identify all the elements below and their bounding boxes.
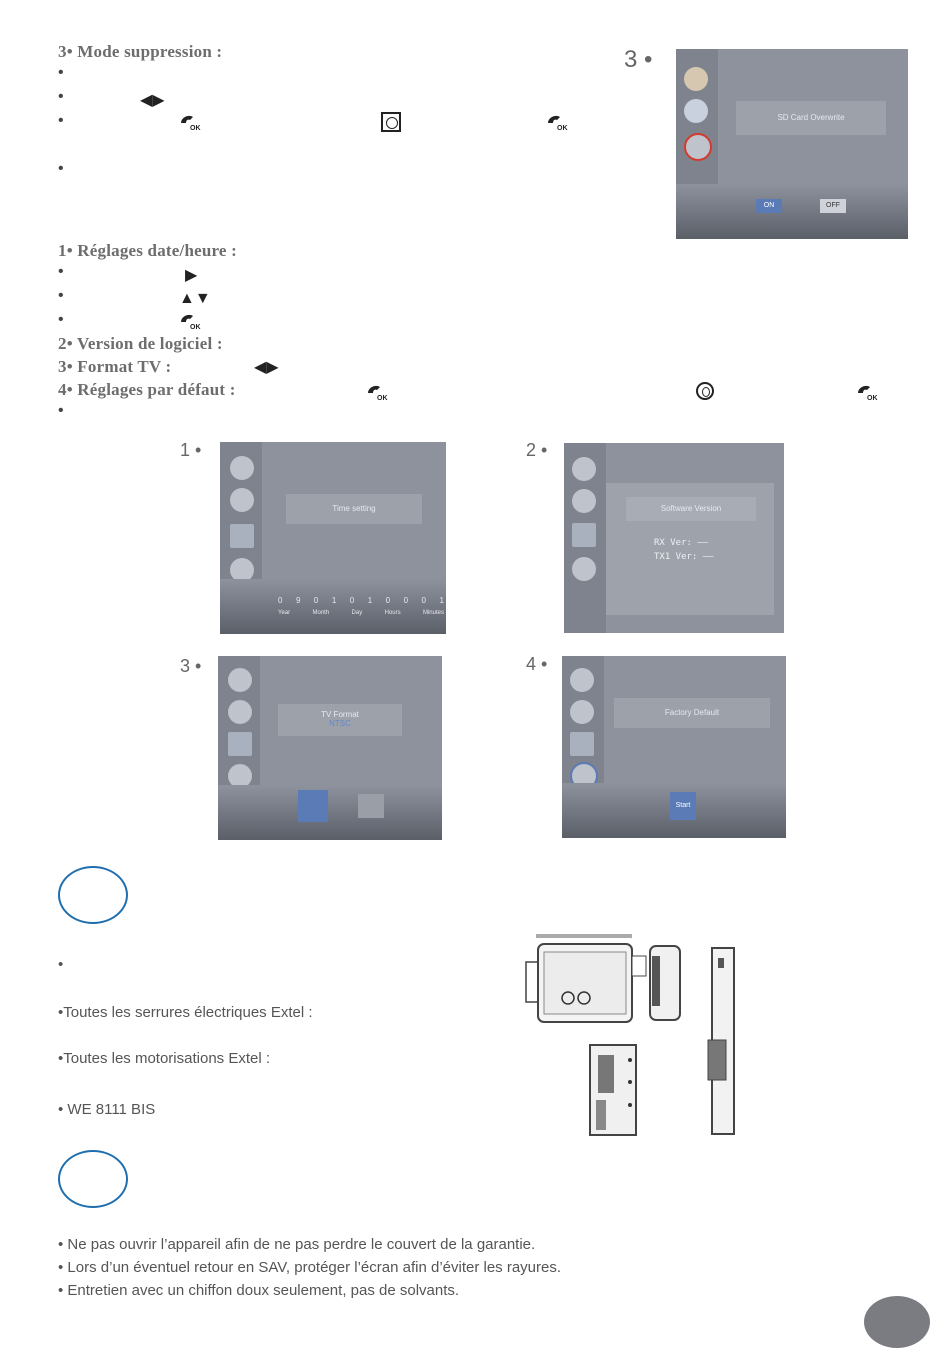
bullet: • <box>58 263 64 280</box>
field-label: Year <box>278 610 291 616</box>
figure-label: 2 • <box>526 440 548 460</box>
bullet: • <box>58 287 64 304</box>
figure-label: 3 • <box>624 46 653 73</box>
digit: 0 <box>403 596 409 605</box>
ntsc-option[interactable] <box>358 794 384 818</box>
heading-tv-format: 3• Format TV : <box>58 357 172 376</box>
bullet: • <box>58 88 64 105</box>
pal-option[interactable] <box>298 790 328 822</box>
phone-ok-icon <box>856 383 880 401</box>
round-button-icon <box>696 382 714 400</box>
bullet: • <box>58 160 64 177</box>
field-label: Day <box>351 610 363 616</box>
digit: 0 <box>421 596 426 605</box>
svg-text:OK: OK <box>557 125 568 131</box>
start-button[interactable]: Start <box>670 792 696 820</box>
screen-title: Software Version <box>626 497 756 521</box>
section-badge <box>58 1150 128 1208</box>
care-item: • Ne pas ouvrir l’appareil afin de ne pas perdre le couvert de la garantie. <box>58 1236 536 1253</box>
digit: 0 <box>385 596 391 605</box>
tx-version: TX1 Ver: —— <box>654 552 714 562</box>
figure-label: 1 • <box>180 440 202 460</box>
section-heading-suppression: 3• Mode suppression : <box>58 42 223 61</box>
figure-label: 3 • <box>180 656 202 676</box>
heading-software-version: 2• Version de logiciel : <box>58 334 223 353</box>
bullet: • <box>58 311 64 328</box>
compat-item: • WE 8111 BIS <box>58 1101 156 1118</box>
right-arrow-icon: ▶ <box>185 267 198 284</box>
electric-locks-illustration <box>522 930 752 1140</box>
screen-time-setting <box>220 442 446 634</box>
screen-title: Factory Default <box>614 698 770 728</box>
screen-title <box>278 704 402 736</box>
page-number-badge <box>864 1296 930 1348</box>
screen-software-version <box>564 443 784 633</box>
rx-version: RX Ver: —— <box>654 538 709 548</box>
phone-ok-icon <box>179 312 203 330</box>
bullet: • <box>58 64 64 81</box>
care-item: • Lors d’un éventuel retour en SAV, protéger l’écran afin d’éviter les rayures. <box>58 1259 562 1276</box>
phone-ok-icon <box>546 113 570 131</box>
bullet: • <box>58 956 64 973</box>
digit: 9 <box>295 596 301 605</box>
bullet: • <box>58 402 64 419</box>
section-badge <box>58 866 128 924</box>
digit: 1 <box>331 596 337 605</box>
figure-label: 4 • <box>526 654 548 674</box>
digit: 0 <box>349 596 355 605</box>
off-button[interactable]: OFF <box>820 199 846 213</box>
screen-sd-overwrite <box>676 49 908 239</box>
screen-factory-default <box>562 656 786 838</box>
digit: 0 <box>278 596 283 605</box>
heading-date-time: 1• Réglages date/heure : <box>58 241 237 260</box>
svg-text:OK: OK <box>377 395 388 401</box>
on-button[interactable]: ON <box>756 199 782 213</box>
digit: 1 <box>439 596 444 605</box>
left-right-arrows-icon: ◀▶ <box>254 359 279 376</box>
screen-title: Time setting <box>286 494 422 524</box>
phone-ok-icon <box>366 383 390 401</box>
compat-item: •Toutes les motorisations Extel : <box>58 1050 271 1067</box>
field-label: Minutes <box>422 610 444 616</box>
screen-title: SD Card Overwrite <box>736 101 886 135</box>
field-label: Month <box>312 610 330 616</box>
phone-ok-icon <box>179 113 203 131</box>
svg-text:OK: OK <box>190 324 201 330</box>
svg-text:OK: OK <box>190 125 201 131</box>
square-button-icon <box>381 112 401 132</box>
tv-format-value: NTSC <box>329 719 351 728</box>
screen-tv-format <box>218 656 442 840</box>
compat-item: •Toutes les serrures électriques Extel : <box>58 1004 313 1021</box>
heading-default-settings: 4• Réglages par défaut : <box>58 380 236 399</box>
field-label: Hours <box>384 610 401 616</box>
tv-format-title: TV Format <box>321 710 359 719</box>
bullet: • <box>58 112 64 129</box>
left-right-arrows-icon: ◀▶ <box>140 92 165 109</box>
up-down-arrows-icon: ▲▼ <box>179 290 211 307</box>
digit: 0 <box>313 596 319 605</box>
svg-text:OK: OK <box>867 395 878 401</box>
care-item: • Entretien avec un chiffon doux seulement, pas de solvants. <box>58 1282 460 1299</box>
digit: 1 <box>367 596 373 605</box>
